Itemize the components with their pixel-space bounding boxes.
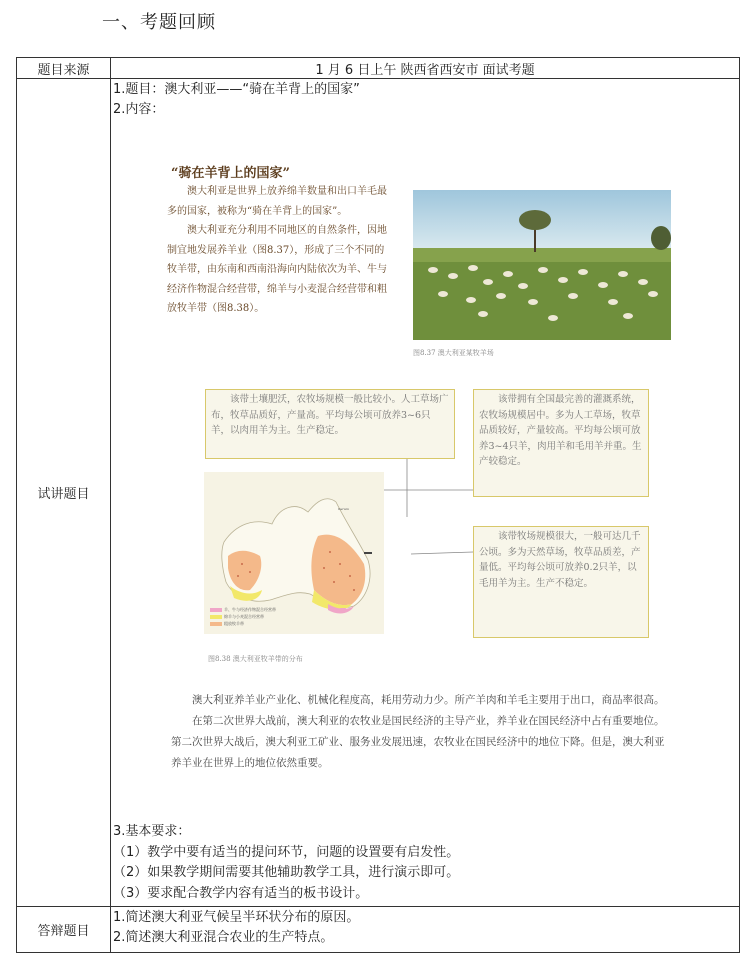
intro-paragraph: 澳大利亚充分利用不同地区的自然条件，因地制宜地发展养羊业（图8.37），形成了三个不同的牧羊带，由东南和西南沿海向内陆依次为羊、牛与经济作物混合经营带，绵羊与小麦混合经营带和粗放牧羊带（图8.38）。	[167, 225, 387, 314]
source-label: 题目来源	[17, 58, 111, 79]
defense-content	[111, 907, 740, 953]
svg-text:Darwin: Darwin	[338, 507, 350, 511]
note-top-right: 该带拥有全国最完善的灌溉系统，农牧场规模居中。多为人工草场，牧草品质较好，产量较高。平均每公顷可放养3~4只羊，肉用羊和毛用羊并重。生产较稳定。	[473, 389, 649, 497]
defense-row	[17, 907, 740, 953]
legend-label: 羊、牛与经济作物混合经营带	[224, 607, 276, 612]
source-value: 1 月 6 日上午 陕西省西安市 面试考题	[111, 58, 740, 79]
outro-paragraph: 澳大利亚养羊业产业化、机械化程度高，耗用劳动力少。所产羊肉和羊毛主要用于出口，商品率很高。	[192, 694, 665, 706]
defense-question: 2.简述澳大利亚混合农业的生产特点。	[113, 930, 334, 945]
defense-question: 1.简述澳大利亚气候呈半环状分布的原因。	[113, 910, 360, 925]
requirements-title: 3.基本要求：	[113, 824, 191, 839]
page-heading: 一、考题回顾	[102, 12, 216, 33]
intro-paragraph: 澳大利亚是世界上放养绵羊数量和出口羊毛最多的国家，被称为“骑在羊背上的国家”。	[167, 186, 387, 217]
textbook-outro	[171, 690, 671, 774]
source-row	[17, 58, 740, 79]
content-line: 2.内容：	[113, 102, 165, 117]
sheep-farm-photo	[413, 190, 671, 340]
requirements	[111, 820, 739, 906]
note-bottom-right: 该带牧场规模很大，一般可达几千公顷。多为天然草场，牧草品质差，产量低。平均每公顷可放养0.2只羊，以毛用羊为主。生产不稳定。	[473, 526, 649, 638]
map-caption: 图8.38 澳大利亚牧羊带的分布	[208, 655, 303, 663]
legend-swatch-extensive-grazing	[210, 622, 222, 626]
note-top-left: 该带土壤肥沃，农牧场规模一般比较小。人工草场广布，牧草品质好，产量高。平均每公顷可放养3~6只羊，以肉用羊为主。生产稳定。	[205, 389, 455, 459]
lecture-label: 试讲题目	[17, 79, 111, 907]
outro-paragraph: 在第二次世界大战前，澳大利亚的农牧业是国民经济的主导产业，养羊业在国民经济中占有重要地位。第二次世界大战后，澳大利亚工矿业、服务业发展迅速，农牧业在国民经济中的地位下降。但是，澳大利亚养羊业在世界上的地位依然重要。	[171, 715, 665, 769]
lecture-row	[17, 79, 740, 907]
exam-table	[16, 57, 740, 953]
topic-line: 1.题目：澳大利亚——“骑在羊背上的国家”	[113, 82, 360, 97]
lecture-content	[111, 79, 740, 907]
defense-label: 答辩题目	[17, 907, 111, 953]
legend-label: 绵羊与小麦混合经营带	[224, 614, 264, 619]
australia-map	[204, 472, 384, 634]
requirement-item: （1）教学中要有适当的提问环节，问题的设置要有启发性。	[113, 844, 460, 860]
photo-caption: 图8.37 澳大利亚某牧羊场	[413, 349, 494, 357]
textbook-intro	[167, 182, 391, 319]
requirement-item: （3）要求配合教学内容有适当的板书设计。	[113, 885, 369, 901]
legend-label: 粗放牧羊带	[224, 621, 244, 626]
textbook-excerpt	[111, 120, 731, 820]
legend-swatch-mixed-cash-crop	[210, 608, 222, 612]
textbook-title: “骑在羊背上的国家”	[171, 166, 290, 181]
requirement-item: （2）如果教学期间需要其他辅助教学工具，进行演示即可。	[113, 865, 460, 880]
legend-swatch-sheep-wheat	[210, 615, 222, 619]
